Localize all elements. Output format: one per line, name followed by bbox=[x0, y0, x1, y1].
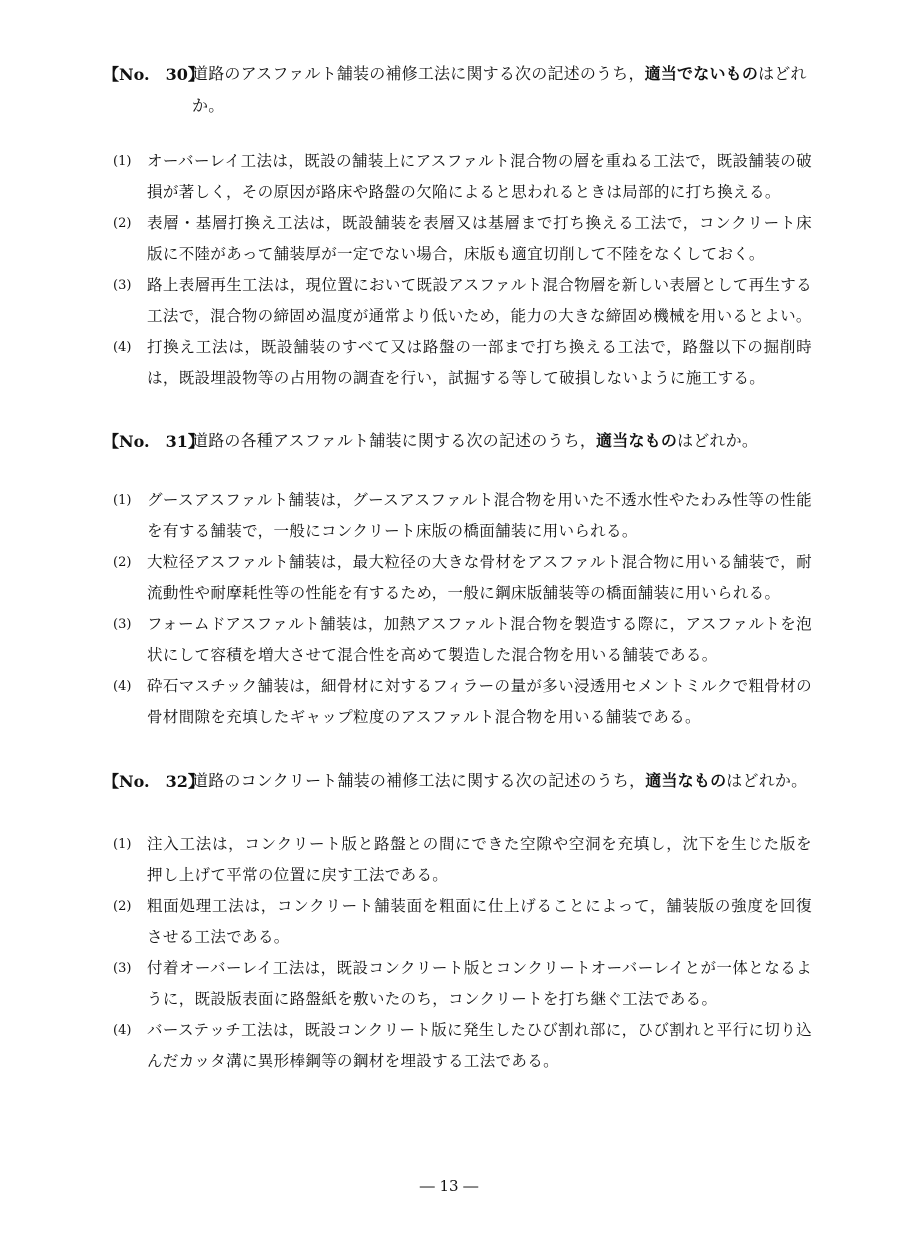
question-32 bbox=[0, 765, 898, 1070]
question-stem bbox=[192, 58, 812, 122]
stem-text: 道路のアスファルト舗装の補修工法に関する次の記述のうち， bbox=[192, 64, 645, 83]
option-text: 表層・基層打換え工法は，既設舗装を表層又は基層まで打ち換える工法で，コンクリート床版に不陸があって舗装厚が一定でない場合，床版も適宜切削して不陸をなくしておく。 bbox=[147, 214, 812, 263]
stem-text-end: はどれか。 bbox=[677, 431, 759, 450]
option-text: オーバーレイ工法は，既設の舗装上にアスファルト混合物の層を重ねる工法で，既設舗装の破損が著しく，その原因が路床や路盤の欠陥によると思われるときは局部的に打ち換える。 bbox=[147, 152, 812, 201]
stem-text-end: はどれか。 bbox=[726, 771, 808, 790]
stem-text: 道路の各種アスファルト舗装に関する次の記述のうち， bbox=[192, 431, 597, 450]
option-text: 路上表層再生工法は，現位置において既設アスファルト混合物層を新しい表層として再生する工法で，混合物の締固め温度が通常より低いため，能力の大きな締固め機械を用いるとよい。 bbox=[147, 276, 812, 325]
stem-emphasis: 適当なもの bbox=[596, 431, 678, 450]
option-number: (2) bbox=[113, 555, 132, 570]
question-header bbox=[0, 765, 898, 835]
option-text: フォームドアスファルト舗装は，加熱アスファルト混合物を製造する際に，アスファルトを泡状にして容積を増大させて混合性を高めて製造した混合物を用いる舗装である。 bbox=[147, 615, 812, 664]
stem-text-end: はどれか。 bbox=[192, 64, 807, 115]
option-number: (4) bbox=[113, 340, 132, 355]
option-number: (2) bbox=[113, 899, 132, 914]
option-text: バーステッチ工法は，既設コンクリート版に発生したひび割れ部に，ひび割れと平行に切り込んだカッタ溝に異形棒鋼等の鋼材を埋設する工法である。 bbox=[147, 1021, 812, 1070]
option-text: 注入工法は，コンクリート版と路盤との間にできた空隙や空洞を充填し，沈下を生じた版を押し上げて平常の位置に戻す工法である。 bbox=[147, 835, 812, 884]
option-number: (1) bbox=[113, 837, 132, 852]
option-number: (3) bbox=[113, 617, 132, 632]
stem-text: 道路のコンクリート舗装の補修工法に関する次の記述のうち， bbox=[192, 771, 646, 790]
option-number: (4) bbox=[113, 1023, 132, 1038]
question-31 bbox=[0, 425, 898, 726]
question-number: 【No. 32】 bbox=[103, 772, 204, 791]
option-number: (3) bbox=[113, 278, 132, 293]
option-number: (3) bbox=[113, 961, 132, 976]
option-number: (1) bbox=[113, 493, 132, 508]
stem-emphasis: 適当でないもの bbox=[644, 64, 759, 83]
question-number: 【No. 30】 bbox=[103, 65, 204, 84]
question-30 bbox=[0, 58, 898, 387]
option-text: 付着オーバーレイ工法は，既設コンクリート版とコンクリートオーバーレイとが一体となるように，既設版表面に路盤紙を敷いたのち，コンクリートを打ち継ぐ工法である。 bbox=[147, 959, 812, 1008]
option-text: 砕石マスチック舗装は，細骨材に対するフィラーの量が多い浸透用セメントミルクで粗骨材の骨材間隙を充填したギャップ粒度のアスファルト混合物を用いる舗装である。 bbox=[147, 677, 812, 726]
option-text: 大粒径アスファルト舗装は，最大粒径の大きな骨材をアスファルト混合物に用いる舗装で，耐流動性や耐摩耗性等の性能を有するため，一般に鋼床版舗装等の橋面舗装に用いられる。 bbox=[147, 553, 812, 602]
option-text: 粗面処理工法は，コンクリート舗装面を粗面に仕上げることによって，舗装版の強度を回復させる工法である。 bbox=[147, 897, 812, 946]
option-text: グースアスファルト舗装は，グースアスファルト混合物を用いた不透水性やたわみ性等の性能を有する舗装で，一般にコンクリート床版の橋面舗装に用いられる。 bbox=[147, 491, 812, 540]
question-stem bbox=[192, 425, 812, 457]
option-number: (2) bbox=[113, 216, 132, 231]
question-stem bbox=[192, 765, 812, 797]
question-header bbox=[0, 58, 898, 128]
option-number: (1) bbox=[113, 154, 132, 169]
option-text: 打換え工法は，既設舗装のすべて又は路盤の一部まで打ち換える工法で，路盤以下の掘削時は，既設埋設物等の占用物の調査を行い，試掘する等して破損しないように施工する。 bbox=[147, 338, 812, 387]
stem-emphasis: 適当なもの bbox=[645, 771, 727, 790]
question-number: 【No. 31】 bbox=[103, 432, 204, 451]
page-number: ― 13 ― bbox=[419, 1177, 479, 1195]
option-number: (4) bbox=[113, 679, 132, 694]
